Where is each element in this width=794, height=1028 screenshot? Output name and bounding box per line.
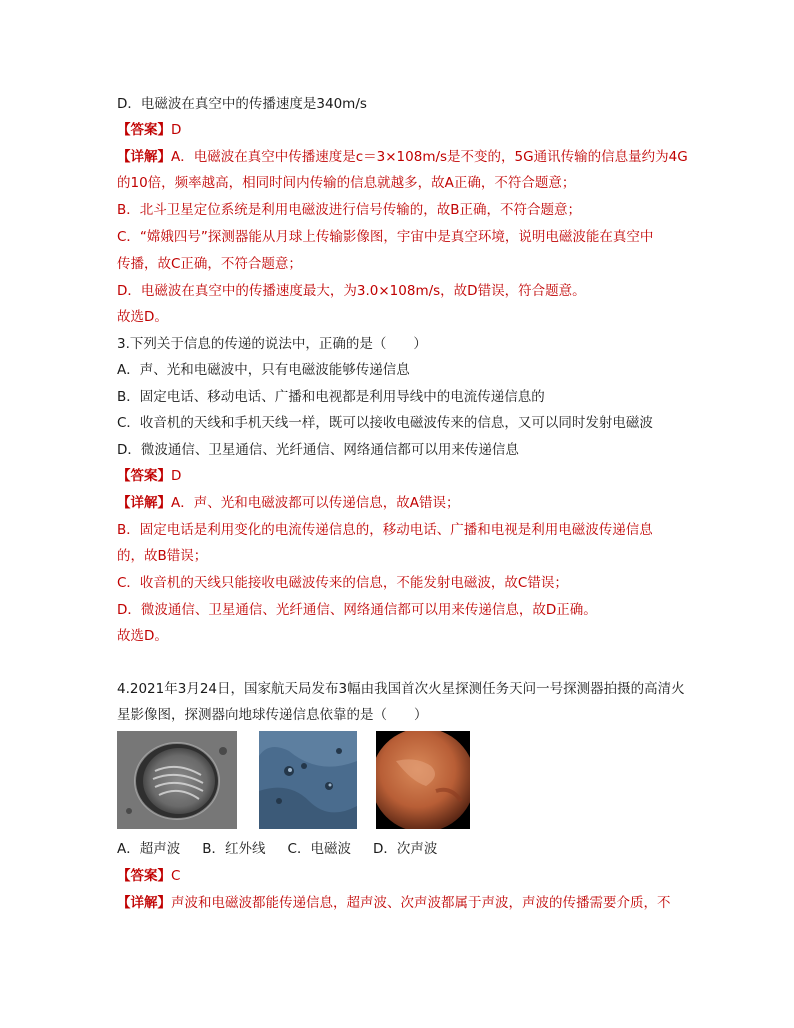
- detail-text: A．声、光和电磁波都可以传递信息，故A错误；: [171, 495, 460, 511]
- question-line: 3.下列关于信息的传递的说法中，正确的是（ ）: [117, 336, 427, 352]
- explanation-line: B．北斗卫星定位系统是利用电磁波进行信号传输的，故B正确，不符合题意；: [117, 202, 582, 218]
- question-line: B．固定电话、移动电话、广播和电视都是利用导线中的电流传递信息的: [117, 389, 545, 405]
- explanation-line: 故选D。: [117, 309, 168, 325]
- explanation-line: C．收音机的天线只能接收电磁波传来的信息，不能发射电磁波，故C错误；: [117, 575, 568, 591]
- answer-options: [117, 839, 459, 859]
- mars-globe-image: [376, 731, 470, 829]
- question-line: D．电磁波在真空中的传播速度是340m/s: [117, 96, 367, 112]
- explanation-line: C．“嫦娥四号”探测器能从月球上传输影像图，宇宙中是真空环境，说明电磁波能在真空中: [117, 229, 654, 245]
- explanation-line: 传播，故C正确，不符合题意；: [117, 256, 302, 272]
- option-c: C．电磁波: [287, 841, 351, 857]
- explanation-line: 的，故B错误；: [117, 548, 208, 564]
- question-line: A．声、光和电磁波中，只有电磁波能够传递信息: [117, 362, 410, 378]
- answer-label: 【答案】: [117, 122, 171, 138]
- answer-label: 【答案】: [117, 868, 171, 884]
- detail-label: 【详解】: [117, 895, 171, 911]
- mars-terrain-image: [259, 731, 357, 829]
- answer-line: [117, 120, 181, 140]
- explanation-line: 故选D。: [117, 628, 168, 644]
- answer-line: [117, 866, 180, 886]
- question-line: D．微波通信、卫星通信、光纤通信、网络通信都可以用来传递信息: [117, 442, 519, 458]
- detail-line: [117, 147, 688, 167]
- answer-value: C: [171, 868, 181, 884]
- answer-value: D: [171, 468, 182, 484]
- option-b: B．红外线: [202, 841, 266, 857]
- detail-line: [117, 893, 671, 913]
- detail-line: [117, 493, 459, 513]
- detail-label: 【详解】: [117, 495, 171, 511]
- answer-label: 【答案】: [117, 468, 171, 484]
- detail-label: 【详解】: [117, 149, 171, 165]
- question-line: C．收音机的天线和手机天线一样，既可以接收电磁波传来的信息，又可以同时发射电磁波: [117, 415, 653, 431]
- detail-text: A．电磁波在真空中传播速度是c＝3×108m/s是不变的，5G通讯传输的信息量约为4G: [171, 149, 688, 165]
- option-a: A．超声波: [117, 841, 181, 857]
- question-line: 星影像图，探测器向地球传递信息依靠的是（ ）: [117, 707, 428, 723]
- explanation-line: 的10倍，频率越高，相同时间内传输的信息就越多，故A正确，不符合题意；: [117, 175, 576, 191]
- option-d: D．次声波: [372, 841, 438, 857]
- question-line: 4.2021年3月24日，国家航天局发布3幅由我国首次火星探测任务天问一号探测器拍摄的高清火: [117, 681, 685, 697]
- answer-value: D: [171, 122, 182, 138]
- detail-text: 声波和电磁波都能传递信息，超声波、次声波都属于声波，声波的传播需要介质，不: [171, 895, 671, 911]
- answer-line: [117, 466, 181, 486]
- explanation-line: D．电磁波在真空中的传播速度最大，为3.0×108m/s，故D错误，符合题意。: [117, 283, 586, 299]
- explanation-line: B．固定电话是利用变化的电流传递信息的，移动电话、广播和电视是利用电磁波传递信息: [117, 522, 653, 538]
- mars-crater-image: [117, 731, 237, 829]
- explanation-line: D．微波通信、卫星通信、光纤通信、网络通信都可以用来传递信息，故D正确。: [117, 602, 597, 618]
